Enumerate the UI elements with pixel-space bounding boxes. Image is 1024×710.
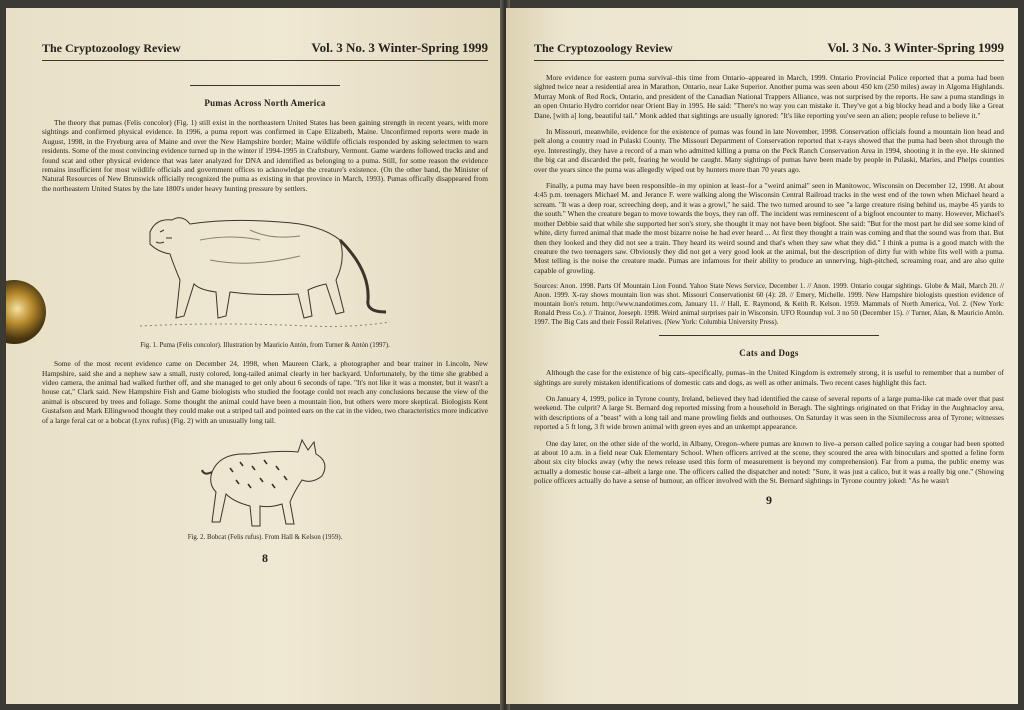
- right-page: [506, 8, 1018, 704]
- brass-fastener: [6, 280, 46, 344]
- paragraph: Finally, a puma may have been responsible–in my opinion at least–for a "weird animal" seen in Manitowoc, Wisconsin on December 12, 1998. At about 4:45 p.m. teenagers Michael M. and Jerance F. were walking along the Wisconsin Central Railroad tracks in the west end of the town when Michael heard a scream. "It was a deep roar, screeching deep, and it was a growl," he said. The two turned around to see "a large creature rising behind us, maybe 45 yards to the south." When the creature began to move towards the boys, they ran off. The incident was reminescent of a bigfoot encounter to many. However, Michael's mother Debbie said that while she supported her son's story, she thought it may not have been bigfoot. She said: "But for the most part he did see some kind of white, dirty furred animal that made the most bizarre noise he had ever heard ... At first they thought a train was coming and that the sound was from that. But then they looked and they did not see a train. They heard its weird sound and that's when they saw what they did." I think a puma is a good match with the creature the two teenagers saw. Obviously they did not get a very good look at the animal, but the description of dirty fur with white fits well with a puma. Most telling is the noise the creature made. Pumas are infamous for their ability to produce an unnerving, high-pitched, screaming roar, and are also quite capable of growling.: [534, 181, 1004, 275]
- title-rule: [190, 85, 340, 86]
- paragraph: The theory that pumas (Felis concolor) (Fig. 1) still exist in the northeastern United States has been gaining strength in recent years, with more sightings and confirmed physical evidence. In 1996, a puma report was confirmed in Cape Elizabeth, Maine. Unconfirmed reports were made in August, 1998, in the Fryeburg area of Maine and over the New Hampshire border; Maine wildlife officials responded by asking selectmen to warn residents. Some of the most convincing evidence turned up in the winter if 1994-1995 in Craftsbury, Vermont. Game wardens followed tracks and and found scat and other physical evidence that was later analyzed for DNA and identified as belonging to a puma. Still, for some reason the evidence remains insufficient for most wildlife officials and government offices to acknowledge the creature's existence. (On the other hand, the Minister of Natural Resources of New Brunswick officially recognized the puma as existing in that province in March, 1993). Pumas offically disappeared from the northeastern United States by the late 1800's under heavy hunting pressure by settlers.: [42, 118, 488, 193]
- paragraph: On January 4, 1999, police in Tyrone county, Ireland, believed they had identified the cause of several reports of a large puma-like cat made over that past weekend. The culprit? A large St. Bernard dog reported missing from a household in Beragh. The sightings originated on that Friday in the Aughnacloy area, with descriptions of a "beast" with a long tail and mane prowling fields and outhouses. On Saturday it was seen in the Sixmilecross area of Tyrone; witnesses reported a 5 ft long, 3 ft wide brown animal with green eyes and an unkempt appearance.: [534, 393, 1004, 432]
- journal-title: The Cryptozoology Review: [534, 41, 673, 55]
- figure-2-caption: Fig. 2. Bobcat (Felis rufus). From Hall & Kelson (1959).: [187, 534, 343, 542]
- paragraph: One day later, on the other side of the world, in Albany, Oregon–where pumas are known to live–a person called police saying a cougar had been spotted at about 10 a.m. in a field near Oak Elementary School. When officers arrived at the scene, they scoured the area with binoculars and spotted a feline form about six city blocks away (why the news release used this form of measurement is beyond my comprehension). Far from a puma, the public enemy was actually a domestic house cat–albeit a large one. The officers called the dispatcher and noted: "Sure, it was just a calico, but it was a really big one." (Showing police officers actually do have a sense of humour, an officer involved with the St. Bernard sightings in Tyrone country joked: "As he wasn't: [534, 438, 1004, 486]
- page-number: 9: [766, 492, 772, 507]
- page-number: 8: [262, 551, 268, 566]
- bobcat-illustration: [190, 432, 340, 532]
- section-title: Cats and Dogs: [739, 348, 799, 359]
- section-rule: [659, 335, 879, 336]
- journal-title: The Cryptozoology Review: [42, 41, 181, 55]
- sources-list: Sources: Anon. 1998. Parts Of Mountain Lion Found. Yahoo State News Service, December 1. // Anon. 1999. Ontario cougar sightings. Globe & Mail, March 20. // Anon. 1999. X-ray shows mountain lion was shot. Missouri Conservationist 60 (4): 28. // Emery, Michelle. 1999. New Hampshire biologists question evidence of mountain lion's return. http://www.nandotimes.com, January 11. // Hall, E. Raymond, & Keith R. Kelson. 1959. Mammals of North America, Vol. 2. (New York: Ronald Press Co.). // Trainor, Joeseph. 1998. Weird animal surprises pair in Wisconsin. UFO Roundup vol. 3 no 50 (December 15). // Turner, Alan, & Mauricio Antón. 1997. The Big Cats and their Fossil Relatives. (New York: Columbia University Press).: [534, 282, 1004, 327]
- running-head-left: [42, 40, 488, 61]
- running-head-right: [534, 40, 1004, 61]
- paragraph: Although the case for the existence of big cats–specifically, pumas–in the United Kingdom is extremely strong, it is useful to remember that a number of sightings are surely mistaken identifications of domestic cats and dogs, as well as other animals. Two recent cases highlight this fact.: [534, 368, 1004, 387]
- figure-1-caption: Fig. 1. Puma (Felis concolor). Illustration by Mauricio Antón, from Turner & Antón (1997).: [140, 342, 390, 350]
- volume-label: Vol. 3 No. 3 Winter-Spring 1999: [311, 40, 488, 55]
- article-title: Pumas Across North America: [204, 98, 326, 108]
- paragraph: More evidence for eastern puma survival–this time from Ontario–appeared in March, 1999. Ontario Provincial Police reported that a puma had been sighted twice near a residential area in Marathon, Ontario, near Lake Superior. Another puma was seen about 450 km (250 miles) away in Algoma Highlands. Murray Monk of Red Rock, Ontario, and president of the Canadian National Trappers Alliance, was not surprised by the reports. He saw a puma standings in an open Ontario Hydro corridor near Orient Bay in 1995. He said: "There's no way you can mistake it. They've got a big blocky head and a body like a Great Dane, [with a] long, beautiful tail." Monk added that sightings are usually ignored: "It's like reporting you've seen an alien; people refuse to believe it.": [534, 73, 1004, 120]
- paragraph: Some of the most recent evidence came on December 24, 1998, when Maureen Clark, a photographer and bear trainer in Lincoln, New Hampshire, said she and a nephew saw a small, rusty colored, long-tailed animal clearly in her backyard. Unfortunately, by the time she grabbed a video camera, the animal had walked further off, and she managed to get only about 6 seconds of tape. "It's not like it was a monster, but it wasn't a house cat," Clark said. New Hampshire Fish and Game biologists who studied the footage could not reach any conclusions because the view of the animal is obscured by trees and foliage. Some thought the animal could have been a mountain lion, but others were more skeptical. Biologists Kent Gustafson and Mark Ellingwood thought they could make out a striped tail and pointed ears on the cat in the video, two characteristics more indicative of a large feral cat or a bobcat (Lynx rufus) (Fig. 2) with an unusually long tail.: [42, 359, 488, 425]
- volume-label: Vol. 3 No. 3 Winter-Spring 1999: [827, 40, 1004, 55]
- puma-illustration: [130, 200, 400, 340]
- paragraph: In Missouri, meanwhile, evidence for the existence of pumas was found in late November, 1998. Conservation officials found a mountain lion head and pelt along a country road in Pulaski County. The Missouri Department of Conservation reported that x-rays showed that the puma had been shot through the eye. Interestingly, they have a record of a man who admitted killing a puma on the Peck Ranch Conservation Area in 1994, shooting it in the eye. He skinned the big cat and discarded the pelt, fearing he would be caught. Many sightings of pumas have been made by people in Pulaski, Maries, and Phelps counties over the years since the puma was allegedly wiped out by hunters more than 70 years ago.: [534, 127, 1004, 174]
- left-page: [6, 8, 504, 704]
